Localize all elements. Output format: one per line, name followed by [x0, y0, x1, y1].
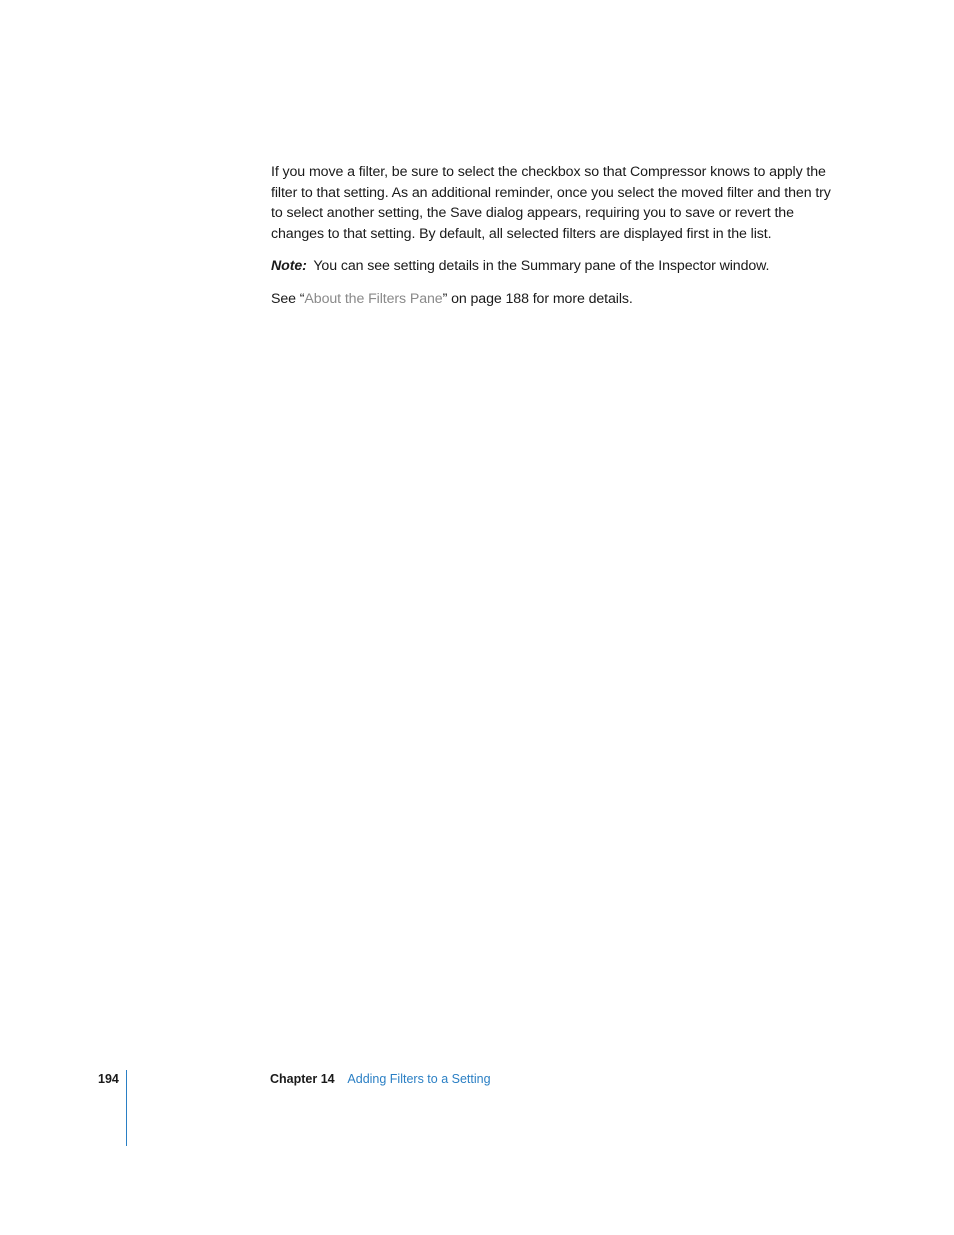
chapter-label: Chapter 14 [270, 1072, 335, 1086]
note-label: Note: [271, 258, 307, 274]
note-paragraph [271, 256, 831, 277]
page-body [271, 162, 831, 321]
see-prefix: See “ [271, 290, 305, 307]
page-number: 194 [98, 1072, 119, 1086]
note-text: You can see setting details in the Summary pane of the Inspector window. [313, 258, 770, 274]
paragraph-move-filter: If you move a filter, be sure to select the checkbox so that Compressor knows to apply the filter to that setting. As an additional reminder, once you select the moved filter and then try to select another setting, the Save dialog appears, requiring you to save or revert the changes to that setting. By default, all selected filters are displayed first in the list. [271, 164, 831, 242]
footer-divider [126, 1070, 127, 1146]
filters-pane-link[interactable]: About the Filters Pane [304, 290, 443, 307]
see-suffix: ” on page 188 for more details. [442, 290, 633, 307]
footer-chapter [270, 1072, 491, 1086]
chapter-title: Adding Filters to a Setting [347, 1072, 491, 1086]
see-reference-paragraph [271, 289, 831, 310]
